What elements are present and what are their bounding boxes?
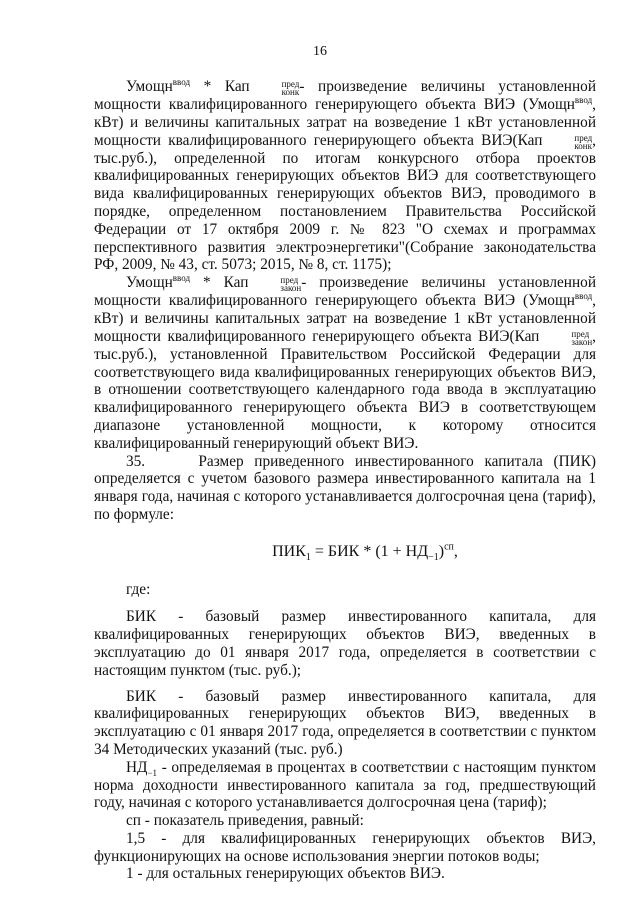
symbol-umoshn: Умощн$^{ввод}$ <box>126 76 191 95</box>
bik-definition-2: БИК - базовый размер инвестированного капитала, для квалифицированных генерирующих объектов ВИЭ, введенных в эксплуатацию с 01 января 2017 года, определяется в соответствии с пунктом 34 Методических указаний (тыс. руб.) <box>94 687 596 758</box>
symbol-kap: Кап пред закон <box>223 274 302 294</box>
where-label: где: <box>126 580 151 598</box>
clause-number: 35. <box>126 452 146 470</box>
document-body <box>94 78 596 883</box>
sp-value-other: 1 - для остальных генерирующих объектов ВИЭ. <box>126 865 445 883</box>
symbol-umoshn: Умощн$^{ввод}$ <box>126 273 191 292</box>
nd-definition: $НД_{-1}$ - определяемая в процентах в соответствии с настоящим пунктом норма доходности инвестированного капитала за год, предшествующий году, начиная с которого устанавливается долгосрочная цена (тариф); <box>94 758 596 812</box>
sp-value-hydro: 1,5 - для квалифицированных генерирующих объектов ВИЭ, функционирующих на основе использования энергии потоков воды; <box>94 829 596 865</box>
definition-paragraph-1: Умощн$^{ввод}$ * Кап пред конк - произведение величины установленной мощности квалифицированного генерирующего объекта ВИЭ (Умощн$^{ввод}$, кВт) и величины капитальных затрат на возведение 1 кВт установленной мощности квалифицированного генерирующего объекта ВИЭ(Кап пред конк , тыс.руб.), определенной по итогам конкурсного отбора проектов квалифицированных генерирующих объектов ВИЭ для соответствующего вида квалифицированных генерирующих объектов ВИЭ, проводимого в порядке, определенном постановлением Правительства Российской Федерации от 17 октября 2009 г. № 823 "О схемах и программах перспективного развития электроэнергетики"(Собрание законодательства РФ, 2009, № 43, ст. 5073; 2015, № 8, ст. 1175); <box>94 76 597 274</box>
pik-formula: $ПИК_1$ = БИК * $(1 + НД_{-1})^{сп}$, <box>272 541 458 563</box>
sp-definition: сп - показатель приведения, равный: <box>126 812 364 830</box>
definition-paragraph-2: Умощн$^{ввод}$ * Кап пред закон - произведение величины установленной мощности квалифицированного генерирующего объекта ВИЭ (Умощн$^{ввод}$, кВт) и величины капитальных затрат на возведение 1 кВт установленной мощности квалифицированного генерирующего объекта ВИЭ(Кап пред закон , тыс.руб.), установленной Правительством Российской Федерации для соответствующего вида квалифицированных генерирующих объектов ВИЭ, в отношении соответствующего календарного года ввода в эксплуатацию квалифицированного генерирующего объекта ВИЭ в соответствующем диапазоне установленной мощности, к которому относится квалифицированный генерирующий объект ВИЭ. <box>94 273 597 452</box>
clause-35: 35. Размер приведенного инвестированного капитала (ПИК) определяется с учетом базового размера инвестированного капитала на 1 января года, начиная с которого устанавливается долгосрочная цена (тариф), по формуле: <box>94 452 596 523</box>
page-number: 16 <box>313 44 327 59</box>
symbol-kap: Кап пред конк <box>224 78 300 97</box>
bik-definition-1: БИК - базовый размер инвестированного капитала, для квалифицированных генерирующих объектов ВИЭ, введенных в эксплуатацию до 01 января 2017 года, определяется в соответствии с настоящим пунктом (тыс. руб.); <box>94 608 596 679</box>
